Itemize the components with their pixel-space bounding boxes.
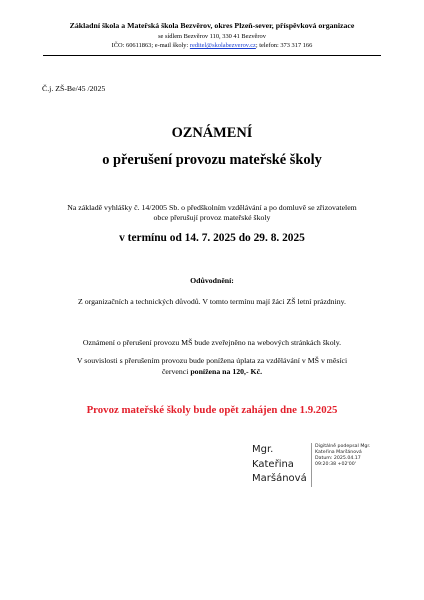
signature-info-line-1: Digitálně podepsal Mgr. xyxy=(315,444,371,449)
email-link[interactable]: reditel@skolabezverov.cz xyxy=(189,42,256,49)
intro-line-2: obce přerušují provoz mateřské školy xyxy=(153,213,271,223)
school-address: se sídlem Bezvěrov 110, 330 41 Bezvěrov xyxy=(158,33,266,40)
publication-note: Oznámení o přerušení provozu MŠ bude zveřejněno na webových stránkách školy. xyxy=(82,338,342,347)
signature-name-line-1: Mgr. Kateřina xyxy=(252,444,294,470)
fee-paragraph xyxy=(40,356,384,377)
signature-name xyxy=(252,443,314,487)
fee-line-2 xyxy=(40,367,384,378)
intro-paragraph xyxy=(40,203,384,224)
signature-separator xyxy=(311,443,312,487)
fee-line-2-prefix: červenci xyxy=(161,366,191,376)
page-subtitle: o přerušení provozu mateřské školy xyxy=(102,152,322,168)
page-title: OZNÁMENÍ xyxy=(171,125,253,141)
contact-prefix: IČO: 60611863; e-mail školy: xyxy=(111,42,189,49)
school-name: Základní škola a Mateřská škola Bezvěrov, okres Plzeň-sever, příspěvková organizace xyxy=(69,21,355,30)
signature-info-line-3: Datum: 2025.04.17 xyxy=(315,455,361,461)
justification-text: Z organizačních a technických důvodů. V tomto termínu mají žáci ZŠ letní prázdniny. xyxy=(78,297,346,306)
signature-name-line-2: Maršánová xyxy=(252,473,307,485)
signature-info-line-4: 09:20:38 +02'00' xyxy=(315,461,356,467)
closure-term: v termínu od 14. 7. 2025 do 29. 8. 2025 xyxy=(119,232,305,244)
reference-number: Č.j. ZŠ-Be/45 /2025 xyxy=(42,84,106,93)
header-divider xyxy=(43,55,381,56)
fee-amount: ponížena na 120,- Kč. xyxy=(190,366,263,376)
contact-suffix: ; telefon: 373 317 166 xyxy=(255,42,313,49)
signature-info-line-2: Kateřina Maršánová xyxy=(315,449,362,455)
resume-notice: Provoz mateřské školy bude opět zahájen dne 1.9.2025 xyxy=(86,404,338,416)
intro-line-1: Na základě vyhlášky č. 14/2005 Sb. o předškolním vzdělávání a po domluvě se zřizovatelem xyxy=(67,203,357,212)
school-contact xyxy=(0,42,424,49)
signature-info xyxy=(315,444,370,468)
justification-heading: Odůvodnění: xyxy=(190,276,234,285)
fee-line-1: V souvislosti s přerušením provozu bude ponížena úplata za vzdělávání v MŠ v měsíci xyxy=(76,356,348,365)
